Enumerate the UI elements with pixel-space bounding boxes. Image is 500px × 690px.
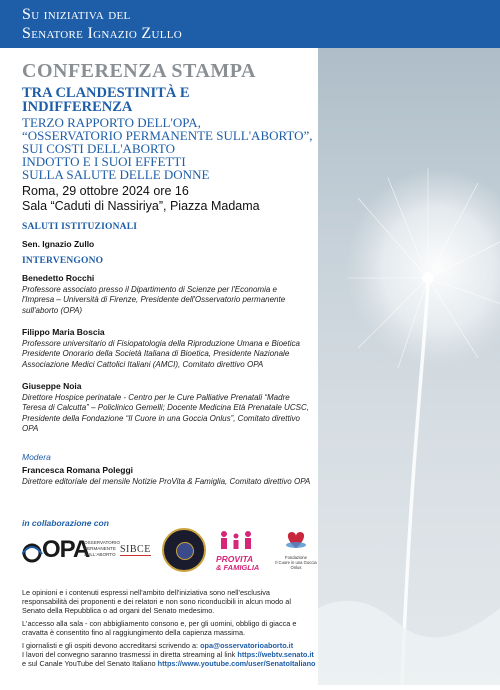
disclaimer-line: Le opinioni e i contenuti espressi nell'ambito dell'iniziativa sono nell'esclusiva — [22, 588, 270, 597]
webtv-link[interactable]: https://webtv.senato.it — [237, 650, 314, 659]
fondazione-logo — [272, 528, 320, 574]
intervengono-heading: INTERVENGONO — [22, 256, 104, 266]
accreditation-paragraph — [22, 641, 322, 668]
moderator-name: Francesca Romana Poleggi — [22, 465, 134, 475]
description-line: SUI COSTI DELL'ABORTO — [22, 141, 175, 156]
provita-text: PROVITA — [216, 554, 254, 564]
speaker-name: Filippo Maria Boscia — [22, 327, 105, 337]
collaboration-heading: in collaborazione con — [22, 518, 109, 528]
fondazione-text: Il Cuore in una Goccia — [275, 560, 317, 565]
partner-logos — [22, 528, 322, 576]
speaker-role — [22, 339, 322, 370]
heart-drop-icon — [284, 528, 308, 550]
role-line: l'Impresa – Università di Firenze, Presidente dell'Osservatorio permanente — [22, 295, 286, 305]
opa-mark-text: OPA — [42, 536, 90, 563]
speaker-name: Giuseppe Noia — [22, 381, 82, 391]
header-banner — [0, 0, 500, 48]
conference-description — [22, 116, 332, 181]
family-icon — [216, 530, 262, 550]
opa-subtext — [84, 540, 120, 558]
role-line: OPA — [22, 423, 39, 433]
role-line: sull'aborto (OPA) — [22, 305, 83, 315]
access-line: L'accesso alla sala - con abbigliamento consono e, per gli uomini, obbligo di giacca e — [22, 619, 297, 628]
disclaimer-line: responsabilità dei proponenti e dei relatori e non sono riconducibili in alcun modo al — [22, 597, 291, 606]
disclaimer-line: Senato della Repubblica o ad organi del Senato medesimo. — [22, 606, 215, 615]
role-line: Presidente Onorario della Società Italiana di Bioetica, Presidente Nazionale — [22, 349, 290, 359]
saluti-heading: SALUTI ISTITUZIONALI — [22, 222, 138, 232]
event-date-time: Roma, 29 ottobre 2024 ore 16 — [22, 184, 189, 198]
provita-text-2: & FAMIGLIA — [216, 563, 260, 572]
header-line-2: Senatore Ignazio Zullo — [22, 25, 182, 42]
amci-seal-icon — [162, 528, 206, 572]
opa-text-line: PERMANENTE — [84, 546, 116, 551]
dandelion-image — [318, 48, 500, 685]
dandelion-illustration — [318, 48, 500, 685]
role-line: Presidente della Fondazione “Il Cuore in una Goccia Onlus”, Comitato direttivo — [22, 413, 300, 423]
event-place: Sala “Caduti di Nassiriya”, Piazza Madama — [22, 199, 260, 213]
role-line: Teresa di Calcutta” – Policlinico Gemelli; Docente Medicina Età Prenatale UCSC, — [22, 403, 309, 413]
streaming-text: I lavori del convegno saranno trasmessi in diretta streaming al link — [22, 650, 238, 659]
saluti-name: Sen. Ignazio Zullo — [22, 239, 95, 249]
email-link[interactable]: opa@osservatorioaborto.it — [200, 641, 294, 650]
header-line-1: Su iniziativa del — [22, 6, 131, 23]
fondazione-text: Fondazione — [285, 555, 307, 560]
description-line: “OSSERVATORIO PERMANENTE SULL'ABORTO”, — [22, 128, 313, 143]
description-line: INDOTTO E I SUOI EFFETTI — [22, 154, 186, 169]
description-line: TERZO RAPPORTO DELL'OPA, — [22, 115, 201, 130]
description-line: SULLA SALUTE DELLE DONNE — [22, 167, 210, 182]
moderator-role: Direttore editoriale del mensile Notizie ProVita & Famiglia, Comitato direttivo OPA — [22, 477, 311, 486]
speaker-role — [22, 285, 322, 316]
speaker-name: Benedetto Rocchi — [22, 273, 95, 283]
subtitle-line: INDIFFERENZA — [22, 99, 133, 115]
speaker-role — [22, 393, 322, 434]
role-line: Direttore Hospice perinatale - Centro per le Cure Palliative Prenatali “Madre — [22, 393, 290, 402]
subtitle-line: TRA CLANDESTINITÀ E — [22, 85, 190, 101]
accreditation-text: I giornalisti e gli ospiti devono accreditarsi scrivendo a: — [22, 641, 201, 650]
access-paragraph — [22, 619, 322, 637]
fondazione-text: Onlus — [290, 565, 302, 570]
access-line: cravatta è consentito fino al raggiungimento della capienza massima. — [22, 628, 246, 637]
conference-subtitle — [22, 86, 282, 114]
sibce-logo: SIBCE — [120, 544, 151, 555]
role-line: Professore universitario di Fisiopatologia della Riproduzione Umana e Bioetica — [22, 339, 300, 348]
opa-logo — [22, 534, 120, 568]
role-line: Associazione Medici Cattolici Italiani (AMCI), Comitato direttivo OPA — [22, 359, 264, 369]
event-details — [22, 184, 260, 214]
opa-text-line: OSSERVATORIO — [84, 540, 120, 545]
youtube-text: e sul Canale YouTube del Senato Italiano — [22, 659, 158, 668]
opa-text-line: SULL'ABORTO — [84, 552, 116, 557]
role-line: Professore associato presso il Dipartimento di Scienze per l'Economia e — [22, 285, 277, 294]
moderator-heading: Modera — [22, 452, 51, 462]
disclaimer-paragraph — [22, 588, 322, 615]
provita-logo — [216, 530, 262, 574]
page-title: CONFERENZA STAMPA — [22, 60, 256, 82]
youtube-link[interactable]: https://www.youtube.com/user/SenatoItaliano — [157, 659, 316, 668]
